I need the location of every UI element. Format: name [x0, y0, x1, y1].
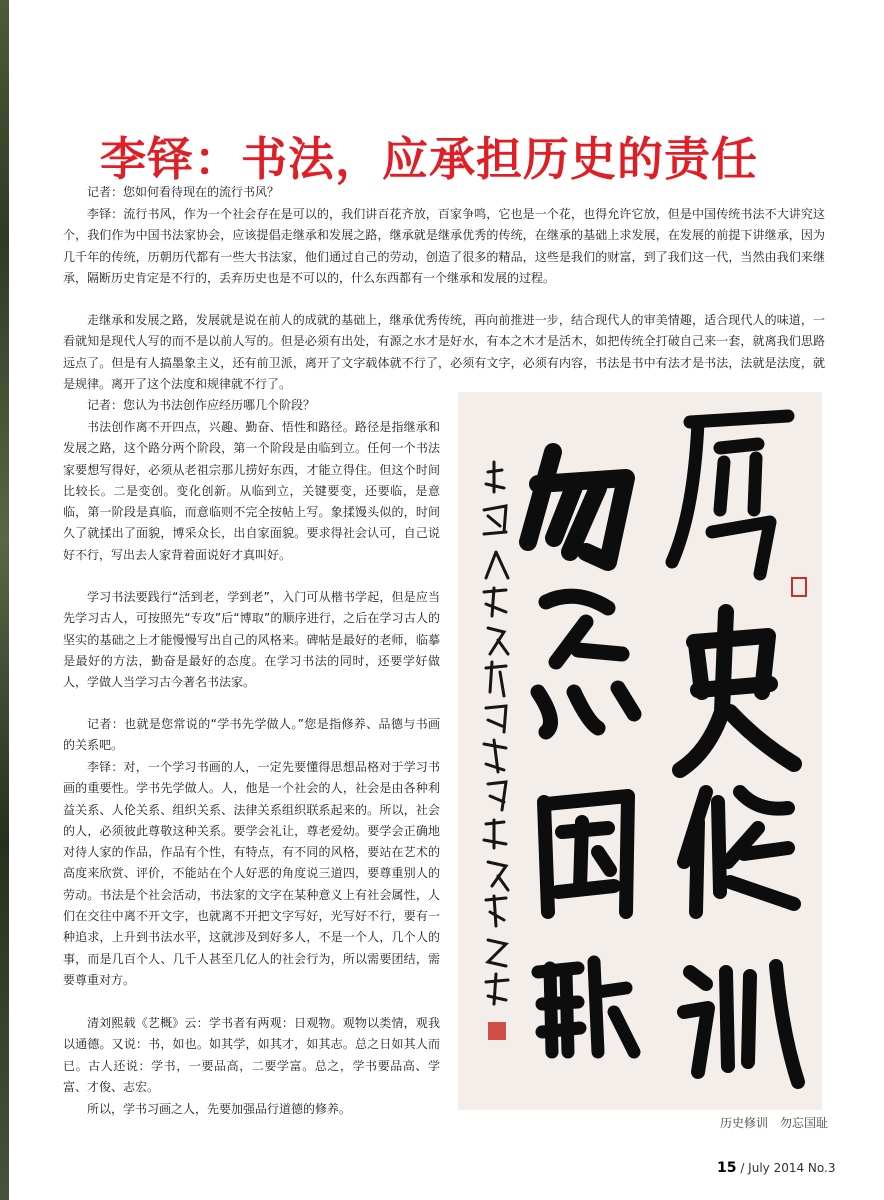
- paragraph-body-4: 学习书法要践行“活到老，学到老”，入门可从楷书学起，但是应当先学习古人，可按照先“专攻”后“博取”的顺序进行，之后在学习古人的坚实的基础之上才能慢慢写出自己的风格来。碑帖是最好的老师，临摹是最好的方法，勤奋是最好的态度。在学习书法的同时，还要学好做人，学做人当学习古今著名书法家。: [63, 590, 440, 690]
- paragraph-body-3: 书法创作离不开四点，兴趣、勤奋、悟性和路径。路径是指继承和发展之路，这个路分两个阶段，第一个阶段是由临到立。任何一个书法家要想写得好，必须从老祖宗那儿捞好东西，才能立得住。但这个时间比较长。二是变创。变化创新。从临到立，关键要变，还要临，是意临，第一阶段是真临，而意临则不完全按帖上写。象揉馒头似的，时间久了就揉出了面貌，博采众长，出自家面貌。要求得社会认可，自己说好不行，写出去人家背着面说好才真叫好。: [63, 420, 440, 562]
- page-edge-strip: [0, 0, 9, 1200]
- issue-label: / July 2014 No.3: [740, 1161, 836, 1175]
- paragraph-body-6: 所以，学书习画之人，先要加强品行道德的修养。: [87, 1102, 352, 1116]
- paragraph-answer-3: 李铎：对，一个学习书画的人，一定先要懂得思想品格对于学习书画的重要性。学书先学做人。人，他是一个社会的人，社会是由各种利益关系、人伦关系、组织关系、法律关系组织联系起来的。所以，社会的人，必须彼此尊敬这种关系。要学会礼让，尊老爱幼。要学会正确地对待人家的作品，作品有个性，有特点，有不同的风格，要站在艺术的高度来欣赏、评价，不能站在个人好恶的角度说三道四，要尊重别人的劳动。书法是个社会活动，书法家的文字在某种意义上有社会属性，人们在交往中离不开文字，也就离不开把文字写好，光写好不行，要有一种追求，上升到书法水平，这就涉及到好多人，不是一个人，几个人的事，而是几百个人、几千人甚至几亿人的社会行为，所以需要团结，需要尊重对方。: [63, 760, 440, 987]
- paragraph-question-2: 记者：您认为书法创作应经历哪几个阶段？: [87, 398, 316, 412]
- article-title: 李铎：书法，应承担历史的责任: [100, 131, 758, 186]
- figure-caption: 历史修训 勿忘国耻: [720, 1116, 829, 1130]
- seal-stamp: [488, 1022, 506, 1040]
- paragraph-body-5: 清刘熙载《艺概》云：学书者有两观：日观物。观物以类情，观我以通德。又说：书，如也。如其学，如其才，如其志。总之日如其人而已。古人还说：学书，一要品高，二要学富。总之，学书要品高、学富、才俊、志宏。: [63, 1016, 440, 1094]
- page-footer: [717, 1160, 835, 1176]
- page-number: 15: [717, 1160, 737, 1176]
- calligraphy-artwork: [458, 392, 822, 1110]
- paragraph-question-1: 记者：您如何看待现在的流行书风？: [87, 185, 280, 199]
- calligraphy-image: [458, 392, 822, 1110]
- paragraph-answer-1: 李铎：流行书风，作为一个社会存在是可以的，我们讲百花齐放，百家争鸣，它也是一个花，也得允许它放，但是中国传统书法不大讲究这个，我们作为中国书法家协会，应该提倡走继承和发展之路，继承就是继承优秀的传统，在继承的基础上求发展，在发展的前提下讲继承，因为几千年的传统，历朝历代都有一些大书法家，他们通过自己的劳动，创造了很多的精品，这些是我们的财富，到了我们这一代，当然由我们来继承，隔断历史肯定是不行的，丢弃历史也是不可以的，什么东西都有一个继承和发展的过程。: [63, 207, 825, 285]
- paragraph-body-2: 走继承和发展之路，发展就是说在前人的成就的基础上，继承优秀传统，再向前推进一步，结合现代人的审美情趣，适合现代人的味道，一看就知是现代人写的而不是以前人写的。但是必须有出处，有源之水才是好水，有本之木才是活木，如把传统全打破自己来一套，就离我们思路远点了。但是有人搞墨象主义，还有前卫派，离开了文字载体就不行了，必须有文字，必须有内容，书法是书中有法才是书法，法就是法度，就是规律。离开了这个法度和规律就不行了。: [63, 313, 825, 391]
- paragraph-question-3: 记者：也就是您常说的“学书先学做人。”您是指修养、品德与书画的关系吧。: [63, 717, 440, 753]
